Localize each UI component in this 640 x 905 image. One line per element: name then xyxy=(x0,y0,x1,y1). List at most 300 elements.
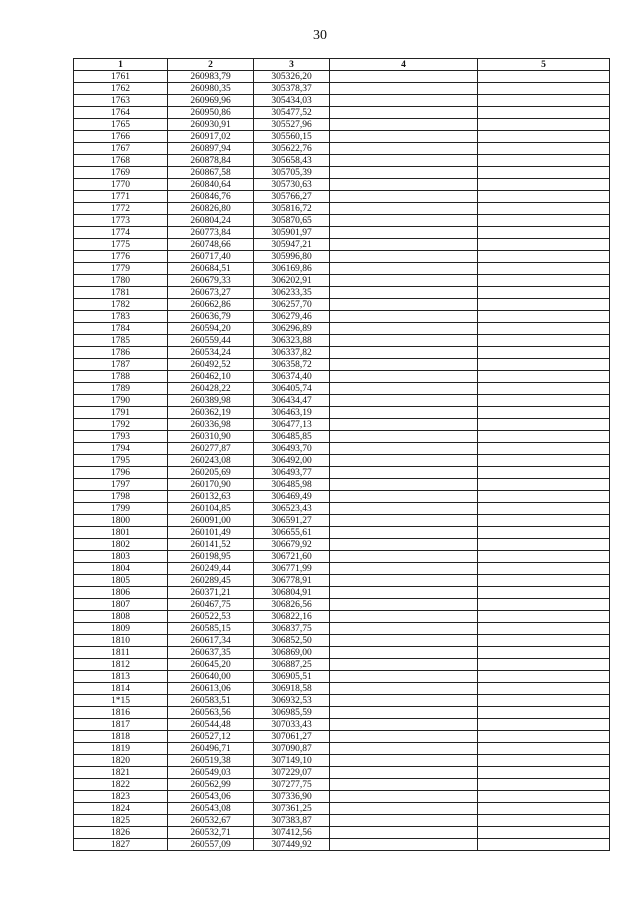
table-row xyxy=(74,359,610,371)
table-cell-col2: 260389,98 xyxy=(168,395,254,407)
table-cell-col4 xyxy=(330,371,478,383)
table-cell-col3: 306804,91 xyxy=(254,587,330,599)
table-cell-col2: 260804,24 xyxy=(168,215,254,227)
table-cell-col1: 1823 xyxy=(74,791,168,803)
table-cell-col1: 1800 xyxy=(74,515,168,527)
table-cell-col3: 306202,91 xyxy=(254,275,330,287)
table-row xyxy=(74,275,610,287)
table-cell-col4 xyxy=(330,611,478,623)
table-cell-col5 xyxy=(478,299,610,311)
table-cell-col2: 260532,67 xyxy=(168,815,254,827)
table-cell-col4 xyxy=(330,191,478,203)
table-cell-col4 xyxy=(330,659,478,671)
table-row xyxy=(74,479,610,491)
table-row xyxy=(74,575,610,587)
table-cell-col1: 1808 xyxy=(74,611,168,623)
table-row xyxy=(74,611,610,623)
table-cell-col3: 306822,16 xyxy=(254,611,330,623)
table-cell-col1: 1802 xyxy=(74,539,168,551)
table-cell-col5 xyxy=(478,527,610,539)
table-cell-col1: 1771 xyxy=(74,191,168,203)
table-cell-col1: 1766 xyxy=(74,131,168,143)
table-cell-col4 xyxy=(330,251,478,263)
table-cell-col1: 1821 xyxy=(74,767,168,779)
table-cell-col4 xyxy=(330,671,478,683)
table-cell-col1: 1798 xyxy=(74,491,168,503)
table-cell-col3: 306492,00 xyxy=(254,455,330,467)
table-cell-col1: 1780 xyxy=(74,275,168,287)
table-cell-col5 xyxy=(478,827,610,839)
table-cell-col3: 305730,63 xyxy=(254,179,330,191)
table-cell-col3: 305816,72 xyxy=(254,203,330,215)
column-header-4: 4 xyxy=(330,59,478,71)
table-cell-col5 xyxy=(478,263,610,275)
table-cell-col2: 260640,00 xyxy=(168,671,254,683)
table-cell-col2: 260362,19 xyxy=(168,407,254,419)
table-cell-col2: 260717,40 xyxy=(168,251,254,263)
table-row xyxy=(74,515,610,527)
column-header-5: 5 xyxy=(478,59,610,71)
table-cell-col5 xyxy=(478,383,610,395)
table-cell-col3: 306932,53 xyxy=(254,695,330,707)
table-cell-col5 xyxy=(478,791,610,803)
table-cell-col2: 260496,71 xyxy=(168,743,254,755)
table-cell-col3: 307149,10 xyxy=(254,755,330,767)
table-cell-col3: 306485,98 xyxy=(254,479,330,491)
table-cell-col1: 1796 xyxy=(74,467,168,479)
table-row xyxy=(74,215,610,227)
table-cell-col1: 1784 xyxy=(74,323,168,335)
table-cell-col1: 1820 xyxy=(74,755,168,767)
table-cell-col4 xyxy=(330,299,478,311)
table-cell-col2: 260310,90 xyxy=(168,431,254,443)
table-row xyxy=(74,443,610,455)
table-cell-col1: 1773 xyxy=(74,215,168,227)
table-cell-col5 xyxy=(478,227,610,239)
table-cell-col5 xyxy=(478,635,610,647)
table-row xyxy=(74,203,610,215)
table-cell-col3: 306591,27 xyxy=(254,515,330,527)
table-cell-col2: 260243,08 xyxy=(168,455,254,467)
table-cell-col1: 1790 xyxy=(74,395,168,407)
table-row xyxy=(74,95,610,107)
table-cell-col2: 260684,51 xyxy=(168,263,254,275)
table-cell-col4 xyxy=(330,323,478,335)
table-cell-col2: 260897,94 xyxy=(168,143,254,155)
table-cell-col3: 306374,40 xyxy=(254,371,330,383)
table-cell-col5 xyxy=(478,155,610,167)
table-row xyxy=(74,335,610,347)
table-cell-col5 xyxy=(478,839,610,851)
table-cell-col5 xyxy=(478,767,610,779)
table-cell-col5 xyxy=(478,803,610,815)
table-cell-col2: 260205,69 xyxy=(168,467,254,479)
table-cell-col4 xyxy=(330,563,478,575)
table-cell-col3: 306493,77 xyxy=(254,467,330,479)
table-cell-col4 xyxy=(330,815,478,827)
table-body xyxy=(74,71,610,851)
table-cell-col5 xyxy=(478,95,610,107)
table-cell-col4 xyxy=(330,275,478,287)
table-cell-col1: 1797 xyxy=(74,479,168,491)
table-cell-col4 xyxy=(330,227,478,239)
table-cell-col1: 1814 xyxy=(74,683,168,695)
table-cell-col3: 306826,56 xyxy=(254,599,330,611)
table-cell-col5 xyxy=(478,71,610,83)
table-row xyxy=(74,659,610,671)
table-cell-col5 xyxy=(478,119,610,131)
table-cell-col5 xyxy=(478,83,610,95)
table-cell-col2: 260826,80 xyxy=(168,203,254,215)
table-cell-col3: 305560,15 xyxy=(254,131,330,143)
table-cell-col3: 306852,50 xyxy=(254,635,330,647)
table-cell-col4 xyxy=(330,179,478,191)
table-cell-col5 xyxy=(478,659,610,671)
table-cell-col5 xyxy=(478,503,610,515)
table-cell-col2: 260917,02 xyxy=(168,131,254,143)
table-cell-col1: 1779 xyxy=(74,263,168,275)
table-cell-col2: 260198,95 xyxy=(168,551,254,563)
table-cell-col3: 307449,92 xyxy=(254,839,330,851)
table-row xyxy=(74,827,610,839)
table-cell-col4 xyxy=(330,311,478,323)
column-header-3: 3 xyxy=(254,59,330,71)
table-cell-col1: 1812 xyxy=(74,659,168,671)
table-cell-col3: 305527,96 xyxy=(254,119,330,131)
table-cell-col3: 306434,47 xyxy=(254,395,330,407)
table-cell-col1: 1763 xyxy=(74,95,168,107)
table-cell-col4 xyxy=(330,239,478,251)
table-cell-col4 xyxy=(330,95,478,107)
table-cell-col2: 260549,03 xyxy=(168,767,254,779)
table-row xyxy=(74,587,610,599)
table-cell-col5 xyxy=(478,815,610,827)
table-cell-col1: 1772 xyxy=(74,203,168,215)
table-cell-col1: 1*15 xyxy=(74,695,168,707)
table-cell-col4 xyxy=(330,527,478,539)
table-cell-col3: 306721,60 xyxy=(254,551,330,563)
table-row xyxy=(74,467,610,479)
table-row xyxy=(74,167,610,179)
table-row xyxy=(74,743,610,755)
table-row xyxy=(74,683,610,695)
table-cell-col2: 260492,52 xyxy=(168,359,254,371)
table-cell-col5 xyxy=(478,359,610,371)
table-cell-col4 xyxy=(330,647,478,659)
table-cell-col3: 307336,90 xyxy=(254,791,330,803)
table-cell-col4 xyxy=(330,215,478,227)
table-cell-col3: 306279,46 xyxy=(254,311,330,323)
table-row xyxy=(74,347,610,359)
table-cell-col2: 260141,52 xyxy=(168,539,254,551)
table-cell-col2: 260562,99 xyxy=(168,779,254,791)
table-cell-col2: 260543,08 xyxy=(168,803,254,815)
table-cell-col2: 260613,06 xyxy=(168,683,254,695)
table-cell-col1: 1765 xyxy=(74,119,168,131)
table-cell-col5 xyxy=(478,743,610,755)
table-cell-col4 xyxy=(330,383,478,395)
table-row xyxy=(74,371,610,383)
table-row xyxy=(74,131,610,143)
table-cell-col1: 1789 xyxy=(74,383,168,395)
table-cell-col2: 260673,27 xyxy=(168,287,254,299)
table-cell-col2: 260867,58 xyxy=(168,167,254,179)
table-cell-col1: 1762 xyxy=(74,83,168,95)
table-cell-col5 xyxy=(478,311,610,323)
table-cell-col2: 260289,45 xyxy=(168,575,254,587)
table-cell-col3: 307033,43 xyxy=(254,719,330,731)
column-header-2: 2 xyxy=(168,59,254,71)
table-cell-col2: 260637,35 xyxy=(168,647,254,659)
table-cell-col5 xyxy=(478,371,610,383)
table-row xyxy=(74,155,610,167)
table-cell-col1: 1785 xyxy=(74,335,168,347)
table-cell-col1: 1824 xyxy=(74,803,168,815)
table-cell-col3: 305870,65 xyxy=(254,215,330,227)
table-row xyxy=(74,779,610,791)
table-cell-col5 xyxy=(478,407,610,419)
table-cell-col3: 305622,76 xyxy=(254,143,330,155)
table-cell-col4 xyxy=(330,719,478,731)
table-row xyxy=(74,671,610,683)
table-cell-col1: 1781 xyxy=(74,287,168,299)
table-cell-col4 xyxy=(330,803,478,815)
table-cell-col4 xyxy=(330,167,478,179)
table-cell-col4 xyxy=(330,623,478,635)
table-cell-col2: 260527,12 xyxy=(168,731,254,743)
table-cell-col5 xyxy=(478,491,610,503)
table-cell-col3: 306918,58 xyxy=(254,683,330,695)
table-cell-col1: 1825 xyxy=(74,815,168,827)
table-cell-col3: 306405,74 xyxy=(254,383,330,395)
table-cell-col1: 1819 xyxy=(74,743,168,755)
table-cell-col1: 1810 xyxy=(74,635,168,647)
table-cell-col2: 260277,87 xyxy=(168,443,254,455)
table-cell-col2: 260543,06 xyxy=(168,791,254,803)
table-cell-col4 xyxy=(330,347,478,359)
table-row xyxy=(74,119,610,131)
table-cell-col5 xyxy=(478,191,610,203)
column-header-1: 1 xyxy=(74,59,168,71)
table-cell-col2: 260091,00 xyxy=(168,515,254,527)
table-cell-col4 xyxy=(330,587,478,599)
table-cell-col2: 260840,64 xyxy=(168,179,254,191)
table-cell-col3: 305901,97 xyxy=(254,227,330,239)
table-cell-col3: 306771,99 xyxy=(254,563,330,575)
table-cell-col1: 1805 xyxy=(74,575,168,587)
table-cell-col2: 260773,84 xyxy=(168,227,254,239)
table-cell-col5 xyxy=(478,395,610,407)
table-cell-col2: 260748,66 xyxy=(168,239,254,251)
coordinates-table-container xyxy=(73,58,609,851)
table-cell-col4 xyxy=(330,707,478,719)
table-cell-col2: 260983,79 xyxy=(168,71,254,83)
table-cell-col3: 307061,27 xyxy=(254,731,330,743)
table-cell-col4 xyxy=(330,683,478,695)
table-cell-col3: 306869,00 xyxy=(254,647,330,659)
table-row xyxy=(74,299,610,311)
table-cell-col1: 1782 xyxy=(74,299,168,311)
table-cell-col5 xyxy=(478,431,610,443)
table-cell-col5 xyxy=(478,239,610,251)
table-cell-col1: 1822 xyxy=(74,779,168,791)
table-row xyxy=(74,419,610,431)
table-cell-col1: 1813 xyxy=(74,671,168,683)
table-row xyxy=(74,251,610,263)
table-cell-col3: 305996,80 xyxy=(254,251,330,263)
table-cell-col2: 260132,63 xyxy=(168,491,254,503)
table-cell-col3: 306463,19 xyxy=(254,407,330,419)
table-cell-col2: 260585,15 xyxy=(168,623,254,635)
table-row xyxy=(74,191,610,203)
table-cell-col2: 260636,79 xyxy=(168,311,254,323)
table-cell-col4 xyxy=(330,743,478,755)
table-row xyxy=(74,503,610,515)
table-cell-col4 xyxy=(330,599,478,611)
table-cell-col5 xyxy=(478,599,610,611)
table-row xyxy=(74,107,610,119)
table-cell-col5 xyxy=(478,287,610,299)
table-cell-col1: 1774 xyxy=(74,227,168,239)
table-row xyxy=(74,767,610,779)
table-cell-col1: 1767 xyxy=(74,143,168,155)
table-cell-col4 xyxy=(330,515,478,527)
table-cell-col4 xyxy=(330,107,478,119)
table-cell-col1: 1783 xyxy=(74,311,168,323)
table-cell-col5 xyxy=(478,587,610,599)
table-cell-col3: 306985,59 xyxy=(254,707,330,719)
table-cell-col1: 1791 xyxy=(74,407,168,419)
table-cell-col5 xyxy=(478,683,610,695)
table-cell-col4 xyxy=(330,467,478,479)
table-row xyxy=(74,551,610,563)
table-cell-col1: 1816 xyxy=(74,707,168,719)
table-cell-col5 xyxy=(478,539,610,551)
table-cell-col2: 260645,20 xyxy=(168,659,254,671)
table-row xyxy=(74,731,610,743)
table-cell-col5 xyxy=(478,719,610,731)
table-cell-col1: 1787 xyxy=(74,359,168,371)
table-cell-col1: 1807 xyxy=(74,599,168,611)
table-cell-col5 xyxy=(478,551,610,563)
table-cell-col1: 1809 xyxy=(74,623,168,635)
table-row xyxy=(74,803,610,815)
table-cell-col3: 306837,75 xyxy=(254,623,330,635)
table-cell-col5 xyxy=(478,575,610,587)
table-cell-col5 xyxy=(478,443,610,455)
table-cell-col3: 305766,27 xyxy=(254,191,330,203)
table-cell-col4 xyxy=(330,839,478,851)
table-row xyxy=(74,179,610,191)
table-cell-col4 xyxy=(330,791,478,803)
table-cell-col3: 307361,25 xyxy=(254,803,330,815)
table-cell-col1: 1793 xyxy=(74,431,168,443)
table-cell-col1: 1811 xyxy=(74,647,168,659)
table-cell-col2: 260170,90 xyxy=(168,479,254,491)
table-cell-col5 xyxy=(478,203,610,215)
table-cell-col1: 1788 xyxy=(74,371,168,383)
table-cell-col3: 306296,89 xyxy=(254,323,330,335)
table-cell-col3: 306778,91 xyxy=(254,575,330,587)
table-row xyxy=(74,527,610,539)
table-cell-col3: 305477,52 xyxy=(254,107,330,119)
table-cell-col4 xyxy=(330,407,478,419)
table-cell-col4 xyxy=(330,395,478,407)
table-header-row xyxy=(74,59,610,71)
table-cell-col4 xyxy=(330,551,478,563)
table-cell-col2: 260462,10 xyxy=(168,371,254,383)
table-cell-col4 xyxy=(330,827,478,839)
table-cell-col1: 1770 xyxy=(74,179,168,191)
table-row xyxy=(74,695,610,707)
table-cell-col4 xyxy=(330,119,478,131)
table-row xyxy=(74,383,610,395)
table-cell-col1: 1801 xyxy=(74,527,168,539)
table-cell-col1: 1806 xyxy=(74,587,168,599)
table-row xyxy=(74,815,610,827)
table-cell-col2: 260969,96 xyxy=(168,95,254,107)
table-cell-col3: 306257,70 xyxy=(254,299,330,311)
table-cell-col5 xyxy=(478,467,610,479)
table-cell-col2: 260846,76 xyxy=(168,191,254,203)
table-cell-col3: 305705,39 xyxy=(254,167,330,179)
coordinates-table xyxy=(73,58,610,851)
table-cell-col5 xyxy=(478,143,610,155)
table-cell-col4 xyxy=(330,443,478,455)
table-cell-col2: 260467,75 xyxy=(168,599,254,611)
table-cell-col3: 305947,21 xyxy=(254,239,330,251)
table-row xyxy=(74,395,610,407)
table-cell-col5 xyxy=(478,695,610,707)
table-row xyxy=(74,263,610,275)
table-cell-col3: 307090,87 xyxy=(254,743,330,755)
table-cell-col5 xyxy=(478,167,610,179)
table-cell-col4 xyxy=(330,263,478,275)
table-cell-col5 xyxy=(478,707,610,719)
table-cell-col2: 260557,09 xyxy=(168,839,254,851)
table-cell-col1: 1794 xyxy=(74,443,168,455)
table-cell-col1: 1761 xyxy=(74,71,168,83)
table-row xyxy=(74,563,610,575)
table-cell-col4 xyxy=(330,779,478,791)
table-row xyxy=(74,839,610,851)
table-cell-col1: 1818 xyxy=(74,731,168,743)
table-cell-col3: 305658,43 xyxy=(254,155,330,167)
table-row xyxy=(74,647,610,659)
table-cell-col4 xyxy=(330,491,478,503)
table-cell-col5 xyxy=(478,731,610,743)
table-cell-col4 xyxy=(330,431,478,443)
table-cell-col3: 307229,07 xyxy=(254,767,330,779)
table-row xyxy=(74,623,610,635)
table-cell-col4 xyxy=(330,359,478,371)
table-cell-col1: 1786 xyxy=(74,347,168,359)
table-cell-col5 xyxy=(478,623,610,635)
table-row xyxy=(74,407,610,419)
table-cell-col2: 260563,56 xyxy=(168,707,254,719)
table-row xyxy=(74,707,610,719)
table-row xyxy=(74,635,610,647)
table-row xyxy=(74,311,610,323)
table-cell-col3: 306469,49 xyxy=(254,491,330,503)
table-row xyxy=(74,791,610,803)
table-row xyxy=(74,755,610,767)
table-row xyxy=(74,287,610,299)
table-cell-col1: 1804 xyxy=(74,563,168,575)
table-cell-col4 xyxy=(330,203,478,215)
table-cell-col1: 1764 xyxy=(74,107,168,119)
table-cell-col3: 305326,20 xyxy=(254,71,330,83)
